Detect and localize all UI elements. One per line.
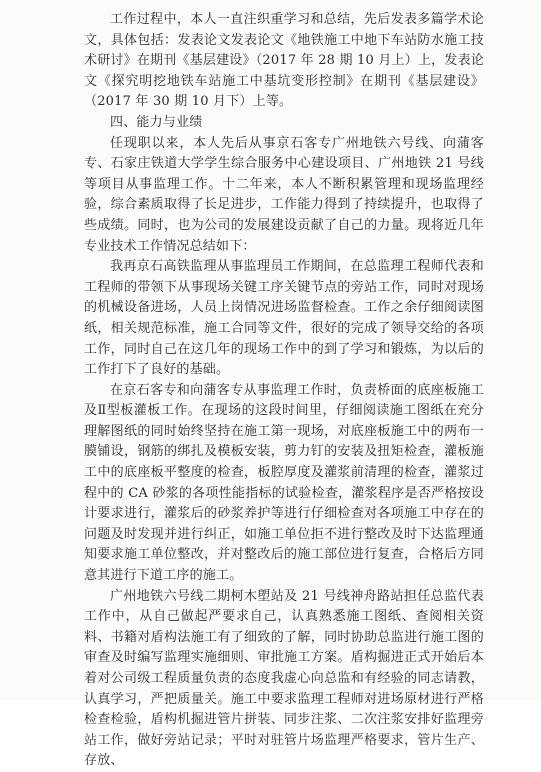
paragraph-jingshi-supervisor: 我再京石高铁监理从事监理员工作期间，在总监理工程师代表和工程师的带领下从事现场关键工序关键节点的旁站工作，同时对现场的机械设备进场，人员上岗情况进场监督检查。工作之余仔细阅读图纸，相关规范标准，施工合同等文件，很好的完成了领导交给的各项工作，同时自己在这几年的现场工作中的到了学习和锻炼，为以后的工作打下了良好的基础。 bbox=[84, 259, 484, 378]
paragraph-guangzhou-metro: 广州地铁六号线二期柯木塱站及 21 号线神舟路站担任总监代表工作中，从自己做起严要求自己，认真熟悉施工图纸、查阅相关资料、书籍对盾构法施工有了细致的了解，同时协助总监进行施工图的审查及时编写监理实施细则、审批施工方案。盾构掘进正式开始后本着对公司级工程质量负责的态度我虚心向总监和有经验的同志请教，认真学习，严把质量关。施工中要求监理工程师对进场原材进行严格检查检验，盾构机掘进管片拼装、同步注浆、二次注浆安排好监理旁站工作，做好旁站记录；平时对驻管片场监理严格要求，管片生产、存放、 bbox=[84, 588, 484, 769]
paragraph-base-plate-work: 在京石客专和向蒲客专从事监理工作时，负责桥面的底座板施工及Ⅱ型板灌板工作。在现场的这段时间里，仔细阅读施工图纸在充分理解图纸的同时始终坚持在施工第一现场，对底座板施工中的两布一膜铺设，钢筋的绑扎及模板安装，剪力钉的安装及扭矩检查，灌板施工中的底座板平整度的检查，板腔厚度及灌浆前清理的检查，灌浆过程中的 CA 砂浆的各项性能指标的试验检查，灌浆程序是否严格按设计要求进行，灌浆后的砂浆养护等进行仔细检查对各项施工中存在的问题及时发现并进行纠正，如施工单位拒不进行整改及时下达监理通知要求施工单位整改，并对整改后的施工部位进行复查，合格后方同意其进行下道工序的施工。 bbox=[84, 382, 484, 584]
paragraph-career-overview: 任现职以来，本人先后从事京石客专广州地铁六号线、向蒲客专、石家庄铁道大学学生综合服务中心建设项目、广州地铁 21 号线等项目从事监理工作。十二年来，本人不断积累管理和现场监理经验，综合素质取得了长足进步，工作能力得到了持续提升，也取得了些成绩。同时，也为公司的发展建设贡献了自己的力量。现将近几年专业技术工作情况总结如下： bbox=[84, 135, 484, 254]
document-body bbox=[84, 10, 484, 772]
section-heading-ability-performance: 四、能力与业绩 bbox=[110, 114, 203, 130]
paragraph-publications: 工作过程中，本人一直注织重学习和总结，先后发表多篇学术论文，具体包括：发表论文发表论文《地铁施工中地下车站防水施工技术研讨》在期刊《基层建设》（2017 年 28 期 10 月上）上，发表论文《探究明挖地铁车站施工中基坑变形控制》在期刊《基层建设》（2017 年 30 期 10 月下）上等。 bbox=[84, 12, 484, 110]
